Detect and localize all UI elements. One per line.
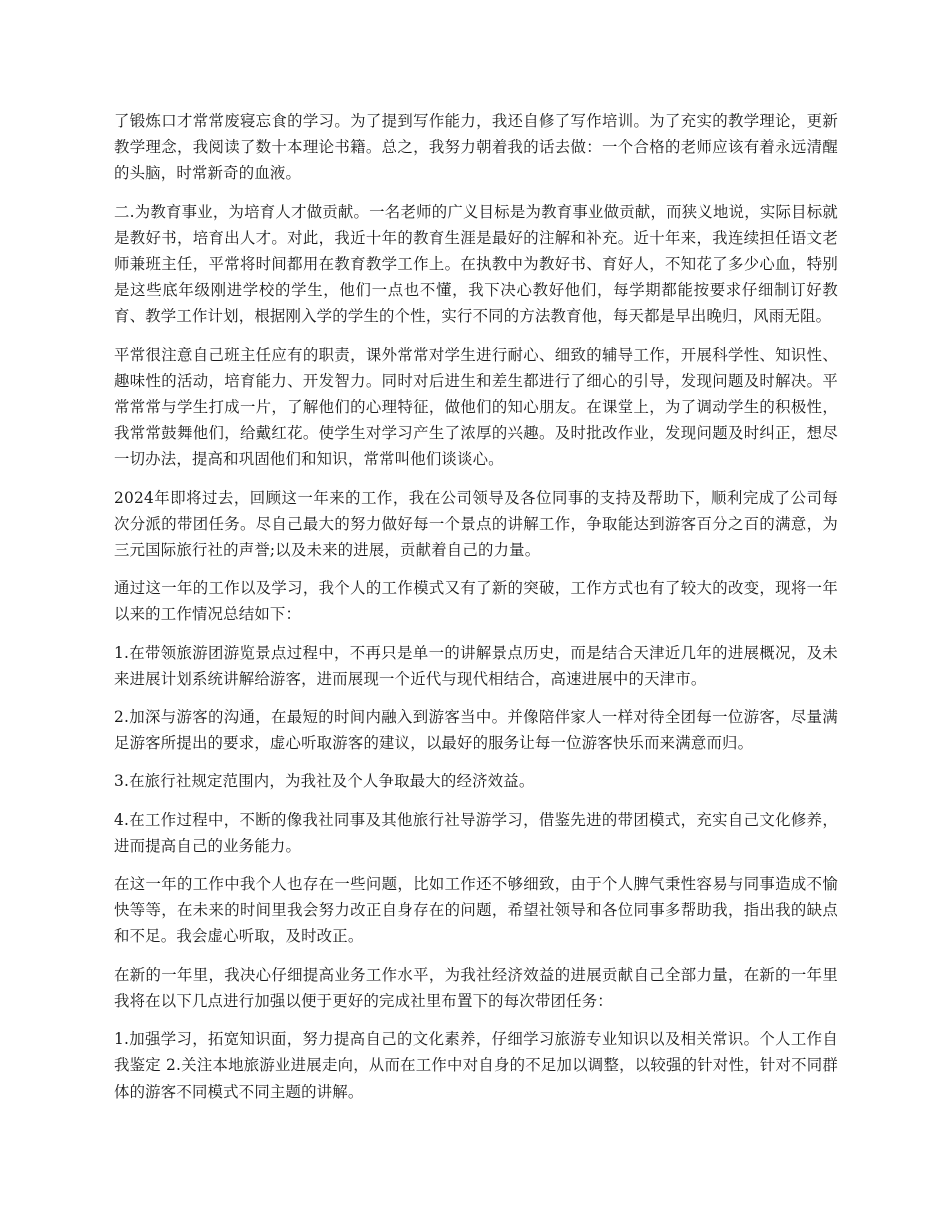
paragraph-10: 在这一年的工作中我个人也存在一些问题，比如工作还不够细致，由于个人脾气秉性容易与同事造成不愉快等等，在未来的时间里我会努力改正自身存在的问题，希望社领导和各位同事多帮助我，指出我的缺点和不足。我会虚心听取，及时改正。: [114, 875, 838, 946]
paragraph-1: 了锻炼口才常常废寝忘食的学习。为了提到写作能力，我还自修了写作培训。为了充实的教学理论，更新教学理念，我阅读了数十本理论书籍。总之，我努力朝着我的话去做：一个合格的老师应该有着永远清醒的头脑，时常新奇的血液。: [114, 112, 838, 183]
document-body: [114, 108, 838, 1117]
paragraph-5: 通过这一年的工作以及学习，我个人的工作模式又有了新的突破，工作方式也有了较大的改变，现将一年以来的工作情况总结如下：: [114, 579, 838, 624]
paragraph-6: 1.在带领旅游团游览景点过程中，不再只是单一的讲解景点历史，而是结合天津近几年的进展概况，及未来进展计划系统讲解给游客，进而展现一个近代与现代相结合，高速进展中的天津市。: [114, 643, 838, 688]
paragraph-4: 2024年即将过去，回顾这一年来的工作，我在公司领导及各位同事的支持及帮助下，顺利完成了公司每次分派的带团任务。尽自己最大的努力做好每一个景点的讲解工作，争取能达到游客百分之百的满意，为三元国际旅行社的声誉;以及未来的进展，贡献着自己的力量。: [114, 488, 838, 560]
paragraph-8: 3.在旅行社规定范围内，为我社及个人争取最大的经济效益。: [114, 772, 535, 791]
paragraph-12: 1.加强学习，拓宽知识面，努力提高自己的文化素养，仔细学习旅游专业知识以及相关常识。个人工作自我鉴定 2.关注本地旅游业进展走向，从而在工作中对自身的不足加以调整，以较强的针对性，针对不同群体的游客不同模式不同主题的讲解。: [114, 1030, 838, 1101]
paragraph-2: 二.为教育事业，为培育人才做贡献。一名老师的广义目标是为教育事业做贡献，而狭义地说，实际目标就是教好书，培育出人才。对此，我近十年的教育生涯是最好的注解和补充。近十年来，我连续担任语文老师兼班主任，平常将时间都用在教育教学工作上。在执教中为教好书、育好人，不知花了多少心血，特别是这些底年级刚进学校的学生，他们一点也不懂，我下决心教好他们，每学期都能按要求仔细制订好教育、教学工作计划，根据刚入学的学生的个性，实行不同的方法教育他，每天都是早出晚归，风雨无阻。: [114, 202, 838, 326]
paragraph-11: 在新的一年里，我决心仔细提高业务工作水平，为我社经济效益的进展贡献自己全部力量，在新的一年里我将在以下几点进行加强以便于更好的完成社里布置下的每次带团任务：: [114, 965, 838, 1010]
paragraph-9: 4.在工作过程中，不断的像我社同事及其他旅行社导游学习，借鉴先进的带团模式，充实自己文化修养，进而提高自己的业务能力。: [114, 810, 838, 855]
paragraph-7: 2.加深与游客的沟通，在最短的时间内融入到游客当中。并像陪伴家人一样对待全团每一位游客，尽量满足游客所提出的要求，虚心听取游客的建议，以最好的服务让每一位游客快乐而来满意而归。: [114, 708, 838, 753]
paragraph-3: 平常很注意自己班主任应有的职责，课外常常对学生进行耐心、细致的辅导工作，开展科学性、知识性、趣味性的活动，培育能力、开发智力。同时对后进生和差生都进行了细心的引导，发现问题及时解决。平常常常与学生打成一片，了解他们的心理特征，做他们的知心朋友。在课堂上，为了调动学生的积极性，我常常鼓舞他们，给戴红花。使学生对学习产生了浓厚的兴趣。及时批改作业，发现问题及时纠正，想尽一切办法，提高和巩固他们和知识，常常叫他们谈谈心。: [114, 345, 838, 469]
